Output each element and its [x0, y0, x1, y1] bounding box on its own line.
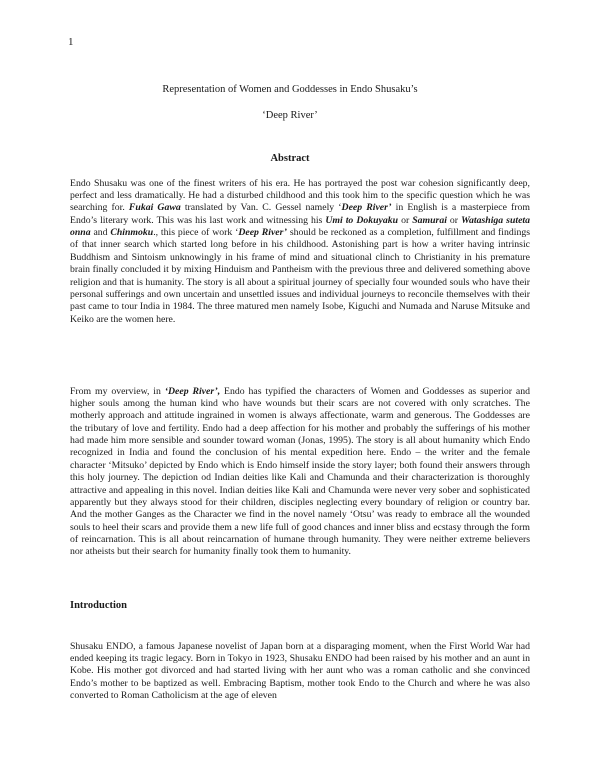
italic-title-text: Umi to Dokuyaku	[325, 214, 399, 226]
abstract-paragraph-2	[70, 386, 530, 559]
paragraph-text: ., this piece of work ‘	[153, 227, 239, 239]
italic-title-text: ‘Deep River’,	[164, 385, 221, 397]
paper-title-line-2: ‘Deep River’	[262, 110, 318, 121]
paragraph-text: Shusaku ENDO, a famous Japanese novelist of Japan born at a disparaging moment, when the First World War had ended keeping its tragic legacy. Born in Tokyo in 1923, Shusaku ENDO had been raised by his mother and an aunt in Kobe. His mother got divorced and had started living with her aunt who was a roman catholic and she convinced Endo’s mother to be baptized as well. Embracing Baptism, mother took Endo to the Church and where he was also converted to Roman Catholicism at the age of eleven	[70, 640, 530, 702]
paragraph-text: Endo Shusaku was one of the finest writers of his era. He has portrayed the post war cohesion significantly deep, perfect and less dramatically. He had a disturbed childhood and this took him to the specific question which he was searching for.	[70, 177, 530, 214]
introduction-paragraph-1	[70, 641, 530, 703]
paragraph-text: translated by Van. C. Gessel namely ‘	[180, 202, 342, 214]
abstract-paragraph-1	[70, 178, 530, 326]
paragraph-text: or	[446, 214, 462, 226]
italic-title-text: Deep River’	[341, 202, 392, 214]
abstract-heading: Abstract	[270, 153, 310, 164]
paragraph-text: should be reckoned as a completion, fulfillment and findings of that inner search which started long before in his childhood. Astonishing part is how a writer having intrinsic Buddhism and Sintoism unknowingly in his frame of mind and situational clinch to Christianity in his premature brain finally concluded it by mixing Hinduism and Pantheism with the previous three and delivered something above religion and that is humanity. The story is all about a spiritual journey of specially four wounded souls who have their personal sufferings and own uncertain and unsettled issues and individual journeys to reconcile themselves with their past came to tour India in 1984. The three matured men namely Isobe, Kiguchi and Numada and Naruse Mitsuke and Keiko are the women here.	[70, 227, 531, 325]
paragraph-text: in English is a masterpiece from Endo’s literary work. This was his last work and witnessing his	[70, 202, 530, 226]
paragraph-text: or	[398, 214, 413, 226]
italic-title-text: Chinmoku	[110, 227, 154, 239]
italic-title-text: Fukai Gawa	[128, 202, 181, 214]
paragraph-text: Endo has typified the characters of Women and Goddesses as superior and higher souls among the human kind who have wounds but their scars are not covered with only scratches. The motherly approach and attitude ingrained in women is always affectionate, warm and generous. The Goddesses are the tributary of love and fertility. Endo had a deep affection for his mother and probably the sufferings of his mother had made him more sensible and sounder toward woman (Jonas, 1995). The story is all about humanity which Endo recognized in India and found the conclusion of his mental expedition here. Endo – the writer and the female character ‘Mitsuko’ depicted by Endo which is Endo himself inside the story layer; both found their answers through this holy journey. The depiction od Indian deities like Kali and Chamunda and their characterization is thoroughly attractive and appealing in this novel. Indian deities like Kali and Chamunda were never very sober and sophisticated apparently but they always stood for their children, disciples neglecting every boundary of religion or country bar. And the mother Ganges as the Character we find in the novel namely ‘Otsu’ was ready to embrace all the wounded souls to heel their scars and provide them a new life full of good chances and inner bliss and ecstasy through the form of reincarnation. This is all about reincarnation of humane through humanity. They were neither extreme believers nor atheists but their search for humanity finally took them to humanity.	[70, 385, 530, 558]
paragraph-text: From my overview, in	[70, 385, 165, 397]
page-number: 1	[68, 36, 74, 48]
italic-title-text: Samurai	[412, 214, 447, 226]
paper-title-line-1: Representation of Women and Goddesses in Endo Shusaku’s	[162, 84, 418, 95]
italic-title-text: Deep River’	[238, 227, 288, 239]
paragraph-text: and	[90, 227, 111, 239]
italic-title-text: Watashiga suteta onna	[70, 214, 531, 239]
introduction-heading: Introduction	[70, 600, 127, 611]
